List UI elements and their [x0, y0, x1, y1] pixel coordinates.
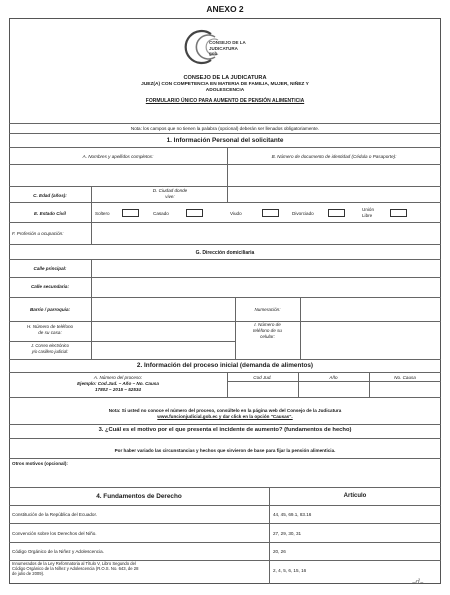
home-phone-label-line2: de su casa:: [38, 330, 62, 335]
option-widow-label: Viudo: [230, 211, 242, 216]
single-checkbox[interactable]: [122, 209, 139, 217]
divider: [91, 259, 92, 359]
process-example-value: 17802 – 2015 – 52534: [95, 387, 141, 392]
process-note-line1: Nota: Si usted no conoce el número del proceso, consúltelo en la página web del Consejo de la Judicatura: [108, 408, 342, 413]
option-union-label-line2: Libre: [362, 213, 373, 218]
annex-title: ANEXO 2: [206, 4, 244, 14]
divider: [9, 458, 441, 459]
law-row-4-line2: Código Orgánico de la Niñez y Adolescencia (R.O.S. No. 643, de 28: [12, 566, 139, 571]
full-name-label: A. Nombres y apellidos completos:: [82, 154, 154, 159]
city-label-line1: D. Ciudad donde: [152, 188, 188, 193]
email-label-line1: J. Correo electrónico: [31, 343, 69, 348]
neighborhood-label: Barrio / parroquia:: [29, 307, 71, 312]
divider: [9, 147, 441, 148]
logo-text: [209, 40, 246, 57]
divider: [227, 186, 228, 202]
law-row-4-line3: de julio de 2009).: [12, 571, 45, 576]
free-union-checkbox[interactable]: [390, 209, 407, 217]
case-number-header: No. Causa: [394, 375, 416, 380]
email-label-line2: y/o casillero judicial:: [31, 349, 69, 354]
widow-checkbox[interactable]: [262, 209, 279, 217]
signature-mark: –d–: [412, 578, 424, 586]
court-code-header: Cod Jud.: [253, 375, 272, 380]
articles-row-4: 2, 4, 5, 6, 15, 16: [273, 568, 307, 573]
divider: [9, 202, 441, 203]
logo-text-line2: JUDICATURA: [209, 45, 238, 51]
divider: [91, 186, 92, 244]
cell-phone-label-line1: I. Número de: [254, 322, 281, 327]
process-note-line2: www.funcionjudicial.gob.ec y dar click en la opción "Causas".: [157, 414, 293, 419]
divider: [9, 523, 441, 524]
divider: [9, 259, 441, 260]
divider: [9, 244, 441, 245]
cell-phone-label-line3: celular:: [260, 334, 275, 339]
articles-header: Artículo: [343, 493, 367, 499]
divider: [227, 147, 228, 186]
divider: [269, 487, 270, 584]
address-title: G. Dirección domiciliaria: [195, 250, 255, 256]
optional-fields-note: Nota: los campos que no tienen la palabra (opcional) deberán ser llenados obligatoriamente.: [130, 126, 320, 131]
form-title: FORMULARIO ÚNICO PARA AUMENTO DE PENSIÓN ALIMENTICIA: [145, 98, 305, 104]
year-header: Año: [329, 375, 338, 380]
divider: [9, 222, 441, 223]
increase-reason-text: Por haber variado las circunstancias y hechos que sirvieron de base para fijar la pensión alimenticia.: [114, 448, 336, 453]
court-line-1: JUEZ(A) CON COMPETENCIA EN MATERIA DE FAMILIA, MUJER, NIÑEZ Y: [141, 82, 309, 87]
divider: [9, 359, 441, 360]
process-example-label: Ejemplo: Cod.Jud. – Año – No. Causa: [77, 381, 159, 386]
divider: [227, 381, 441, 382]
articles-row-2: 27, 29, 30, 31: [273, 531, 302, 536]
institution-name: CONSEJO DE LA JUDICATURA: [183, 75, 267, 81]
divider: [9, 505, 441, 506]
divider: [9, 297, 441, 298]
age-label: C. Edad (años):: [33, 193, 67, 198]
divider: [9, 424, 441, 425]
articles-row-1: 44, 45, 69.1, 83.16: [273, 512, 312, 517]
city-label-line2: vive:: [165, 194, 175, 199]
divider: [9, 186, 441, 187]
option-union-label-line1: Unión: [362, 207, 375, 212]
law-row-1: Constitución de la República del Ecuador.: [12, 512, 98, 517]
secondary-street-label: Calle secundaria:: [30, 284, 70, 289]
option-married-label: Casado: [153, 211, 169, 216]
divider: [9, 277, 441, 278]
main-street-label: Calle principal:: [33, 266, 67, 271]
divider: [9, 372, 441, 373]
other-reasons-label: Otros motivos (opcional):: [12, 461, 68, 466]
section-4-title: 4. Fundamentos de Derecho: [96, 493, 182, 500]
law-row-3: Código Orgánico de la Niñez y Adolescencia.: [12, 549, 104, 554]
divider: [300, 297, 301, 359]
court-line-2: ADOLESCENCIA: [205, 88, 245, 93]
option-divorced-label: Divorciado: [292, 211, 314, 216]
cell-phone-label-line2: teléfono de su: [253, 328, 282, 333]
divider: [9, 341, 235, 342]
law-row-2: Convención sobre los Derechos del Niño.: [12, 531, 97, 536]
divider: [9, 321, 441, 322]
section-2-title: 2. Información del proceso inicial (demanda de alimentos): [136, 362, 314, 369]
logo-text-line1: CONSEJO DE LA: [209, 40, 246, 45]
divorced-checkbox[interactable]: [328, 209, 345, 217]
id-document-label: B. Número de documento de identidad (Cédula o Pasaporte):: [271, 154, 397, 159]
profession-label: F. Profesión u ocupación:: [12, 231, 64, 236]
section-1-title: 1. Información Personal del solicitante: [166, 137, 284, 144]
divider: [9, 123, 441, 124]
married-checkbox[interactable]: [186, 209, 203, 217]
divider: [9, 438, 441, 439]
articles-row-3: 20, 26: [273, 549, 286, 554]
civil-state-label: E. Estado Civil: [34, 211, 66, 216]
home-phone-label-line1: H. Número de teléfono: [26, 324, 74, 329]
divider: [9, 133, 441, 134]
process-number-label: A. Número del proceso:: [93, 375, 143, 380]
section-3-title: 3. ¿Cuál es el motivo por el que presenta el incidente de aumento? (fundamentos de hecho): [98, 427, 352, 433]
divider: [9, 397, 441, 398]
number-label: Numeración:: [254, 307, 281, 312]
option-single-label: Soltero: [95, 211, 110, 216]
divider: [9, 164, 441, 165]
divider: [9, 542, 441, 543]
logo-text-line3: gob: [209, 51, 218, 56]
law-row-4-line1: Innumerados de la Ley Reformatoria al Título V, Libro Segundo del: [12, 561, 136, 566]
divider: [9, 487, 441, 488]
